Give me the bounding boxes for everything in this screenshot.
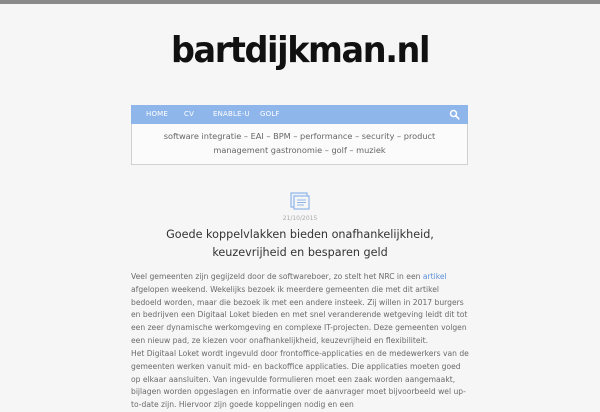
site-title[interactable]: bartdijkman.nl: [170, 30, 430, 71]
post-paragraph-2: Het Digitaal Loket wordt ingevuld door frontoffice-applicaties en de medewerkers van de gemeenten werken vanuit mid- en backoffice applicaties. Die applicaties moeten goed op elkaar aansluiten. Van ingevulde formulieren moet een zaak worden aangemaakt, bijlagen worden opgeslagen en informatie over de aanvrager moet bijvoorbeeld wel up-to-date zijn. Hiervoor zijn goede koppelingen nodig en een: [131, 349, 469, 410]
search-icon[interactable]: [449, 109, 460, 120]
tagline-box: [131, 124, 468, 165]
top-border: [0, 0, 600, 4]
artikel-link[interactable]: artikel: [422, 272, 447, 281]
nav-item-cv[interactable]: CV: [184, 110, 195, 118]
post-date: 21/10/2015: [282, 215, 318, 222]
nav-item-enable-u[interactable]: ENABLE-U: [213, 110, 250, 118]
post-paragraph-1: [131, 271, 469, 348]
nav-item-golf[interactable]: GOLF: [260, 110, 280, 118]
post-title[interactable]: Goede koppelvlakken bieden onafhankelijkheid, keuzevrijheid en besparen geld: [166, 228, 434, 259]
paragraph-text: afgelopen weekend. Wekelijks bezoek ik meerdere gemeenten die met dit artikel bedoeld worden, maar die bezoek ik met een andere insteek. Zij willen in 2017 burgers en bedrijven een Digitaal Loket bieden en met snel veranderende wetgeving leidt dit tot een zeer dynamische werkomgeving en complexe IT-projecten. Deze gemeenten volgen een nieuw pad, ze kiezen voor onafhankelijkheid, keuzevrijheid en flexibiliteit.: [131, 284, 468, 345]
tagline: software integratie – EAI – BPM – performance – security – product management gastronomie – golf – muziek: [163, 131, 436, 155]
main-nav: [131, 105, 468, 124]
nav-item-home[interactable]: HOME: [146, 110, 169, 118]
paragraph-text: Veel gemeenten zijn gegijzeld door de softwareboer, zo stelt het NRC in een: [131, 272, 423, 281]
document-icon: [290, 192, 310, 210]
